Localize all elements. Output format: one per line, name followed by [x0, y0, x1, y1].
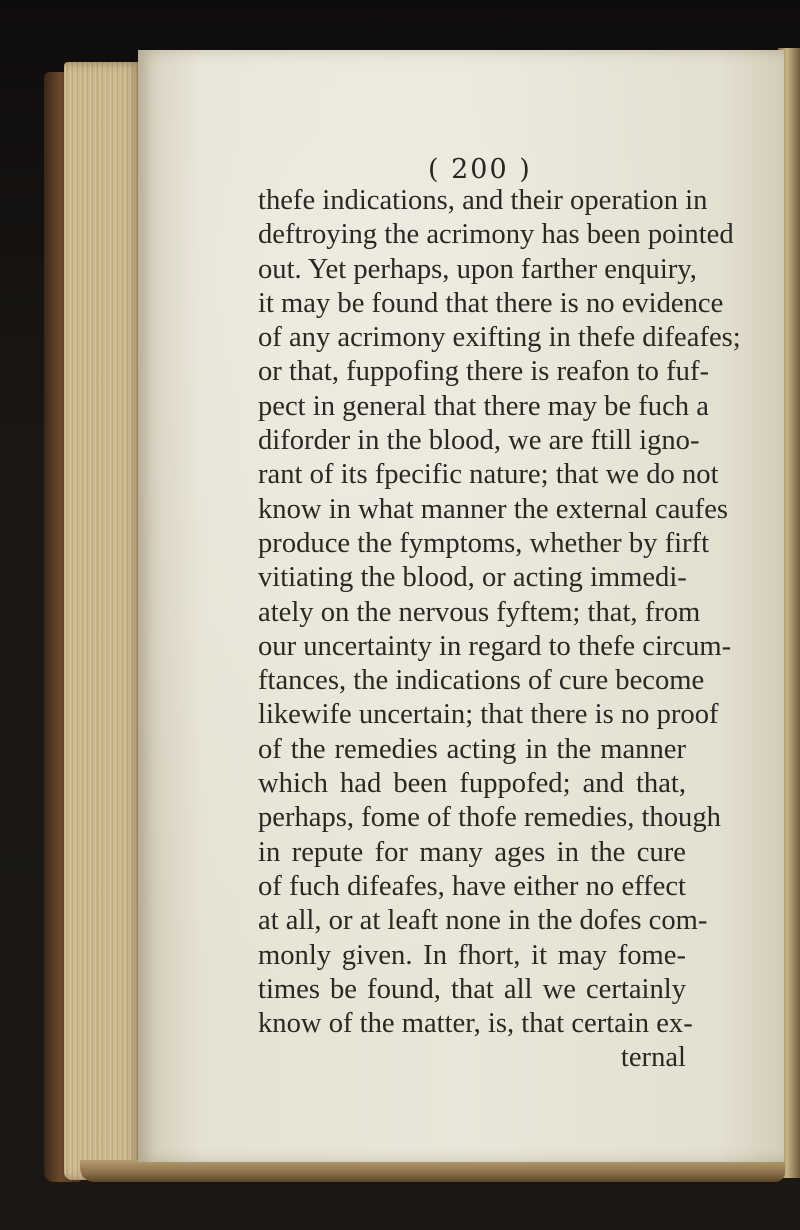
body-text [258, 184, 741, 1076]
text-line: thefe indications, and their operation in [258, 185, 708, 216]
page-edges-left [64, 62, 142, 1180]
text-line: monly given. In fhort, it may fome- [258, 939, 686, 971]
text-line: of the remedies acting in the manner [258, 733, 686, 765]
page-edges-bottom [80, 1160, 785, 1182]
text-line: likewife uncertain; that there is no proof [258, 699, 719, 731]
text-line: of fuch difeafes, have either no effect [258, 870, 686, 902]
text-line: pect in general that there may be fuch a [258, 390, 709, 422]
page-number-header: ( 200 ) [428, 154, 532, 185]
book-page [138, 50, 784, 1162]
text-line: know in what manner the external caufes [258, 493, 729, 525]
text-line: times be found, that all we certainly [258, 973, 686, 1005]
text-line: ately on the nervous fyftem; that, from [258, 596, 701, 628]
catchword: ternal [620, 1042, 686, 1074]
text-line: in repute for many ages in the cure [258, 836, 686, 868]
text-line: deftroying the acrimony has been pointed [258, 219, 734, 251]
text-line: ftances, the indications of cure become [258, 665, 705, 697]
text-line: of any acrimony exifting in thefe difeafes; [258, 322, 741, 354]
text-line: vitiating the blood, or acting immedi- [258, 562, 687, 594]
text-line: produce the fymptoms, whether by firft [258, 527, 710, 559]
text-line: diforder in the blood, we are ftill igno- [258, 425, 700, 457]
text-line: or that, fuppofing there is reafon to fuf- [258, 356, 709, 388]
text-line: at all, or at leaft none in the dofes com- [258, 905, 708, 937]
text-line: perhaps, fome of thofe remedies, though [258, 802, 721, 834]
text-line: it may be found that there is no evidence [258, 287, 724, 319]
text-line: which had been fuppofed; and that, [258, 768, 686, 800]
text-line: out. Yet perhaps, upon farther enquiry, [258, 253, 697, 285]
text-line: our uncertainty in regard to thefe circum- [258, 630, 732, 662]
text-line: know of the matter, is, that certain ex- [258, 1008, 693, 1040]
text-line: rant of its fpecific nature; that we do not [258, 459, 719, 491]
